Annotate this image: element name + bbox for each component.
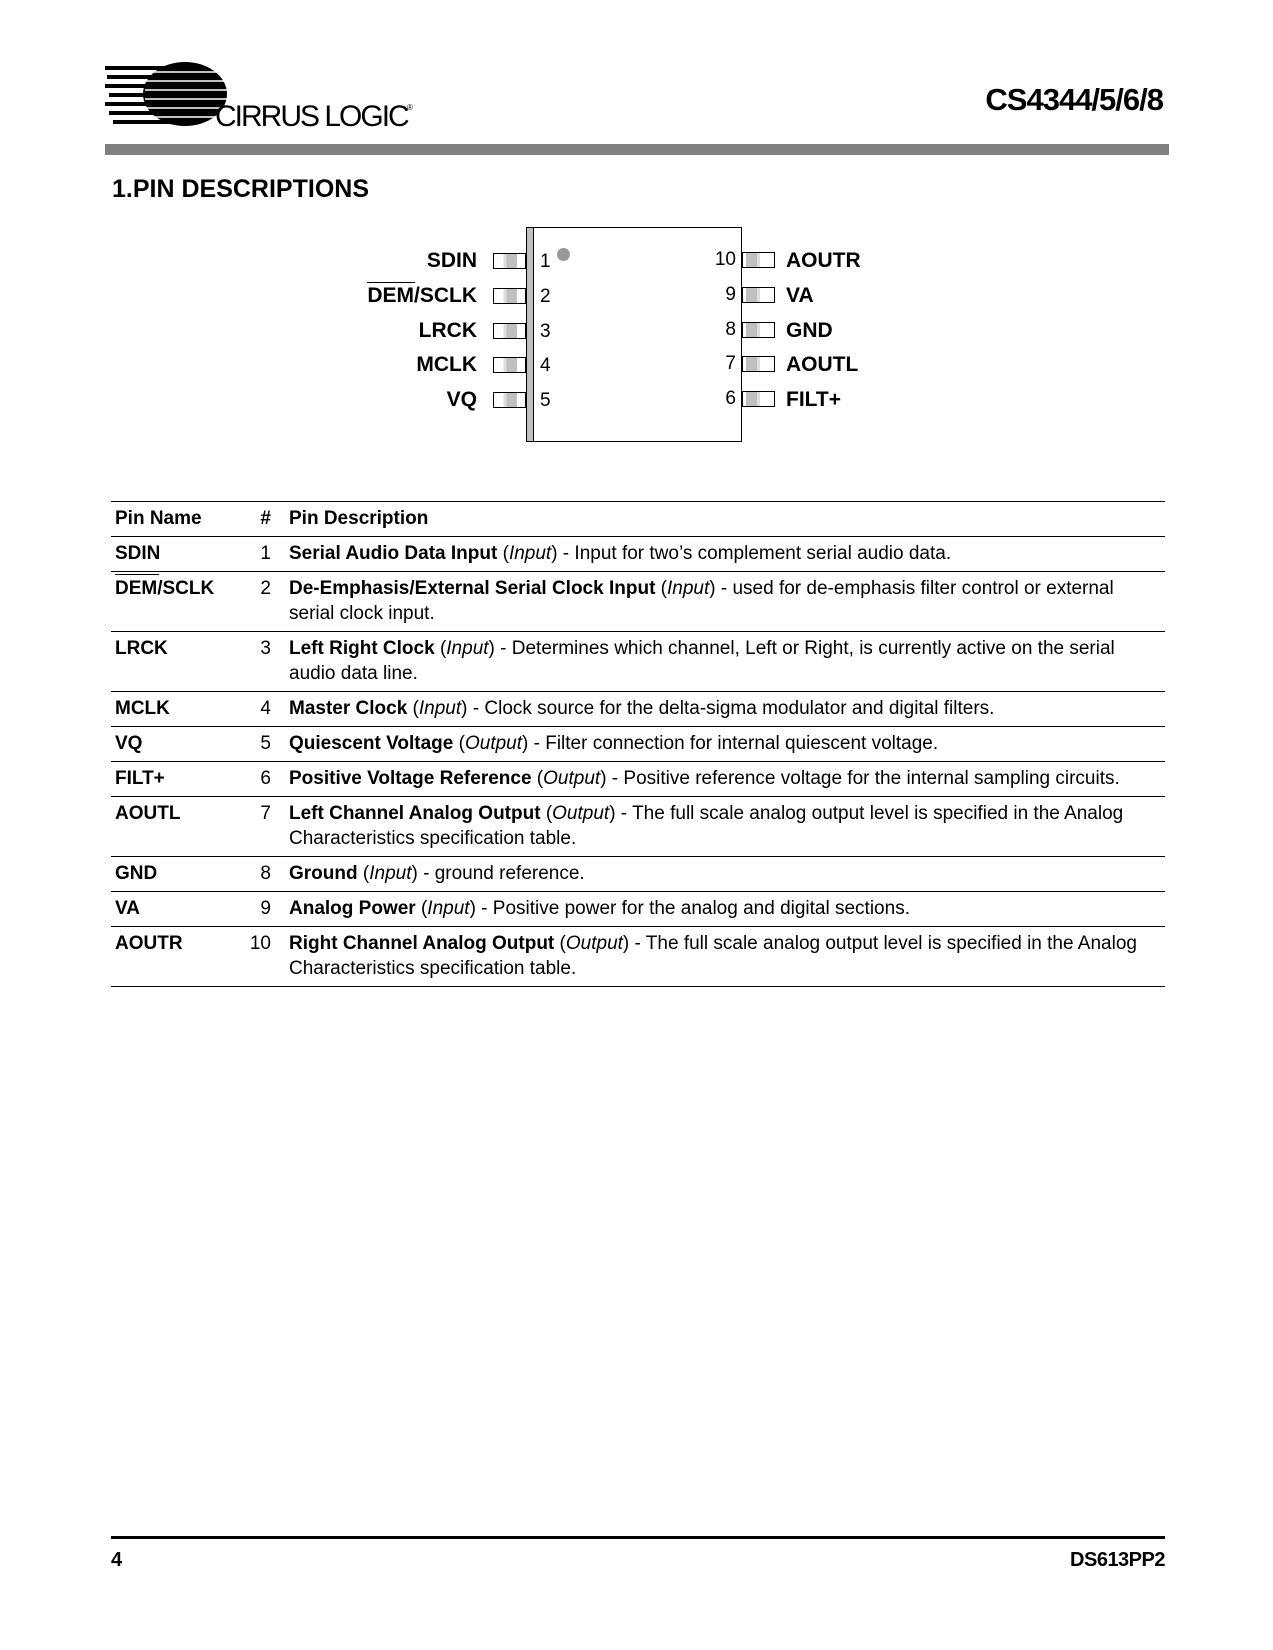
pin-title: Left Right Clock <box>289 638 435 659</box>
pin-description: Clock source for the delta-sigma modulator and digital filters. <box>484 698 995 719</box>
pin-description-cell: Analog Power (Input) - Positive power for the analog and digital sections. <box>289 898 910 919</box>
pin-name: MCLK <box>115 698 170 719</box>
pin-name-cell <box>111 632 237 692</box>
pin-name-cell <box>111 797 237 857</box>
pin-number: 3 <box>540 321 551 342</box>
pin-direction: Input <box>427 898 470 919</box>
pin-number-cell: 8 <box>260 863 271 884</box>
pin-description-cell: Quiescent Voltage (Output) - Filter connection for internal quiescent voltage. <box>289 733 939 754</box>
pin-direction: Input <box>667 578 710 599</box>
svg-text:®: ® <box>407 103 413 112</box>
pin-lead <box>742 322 775 338</box>
document-title: CS4344/5/6/8 <box>985 82 1163 117</box>
pin-number: 1 <box>540 251 551 272</box>
pin-number: 8 <box>725 319 736 340</box>
separator: - <box>475 898 493 919</box>
table-row <box>111 927 1165 987</box>
pin-name-cell <box>111 892 237 927</box>
separator: - <box>615 803 633 824</box>
pin-description-cell: Positive Voltage Reference (Output) - Positive reference voltage for the internal sampling circuits. <box>289 768 1120 789</box>
pin-name-cell <box>111 927 237 987</box>
pin-number: 10 <box>714 249 736 270</box>
pin-title: Left Channel Analog Output <box>289 803 541 824</box>
pin-number-cell: 7 <box>260 803 271 824</box>
pin-number-cell: 3 <box>260 638 271 659</box>
separator: - <box>629 933 646 954</box>
pin-direction: Output <box>464 733 523 754</box>
pin-description: ground reference. <box>434 863 585 884</box>
pin-title: Serial Audio Data Input <box>289 543 498 564</box>
header-rule <box>105 144 1169 155</box>
pin-description: Positive reference voltage for the internal sampling circuits. <box>623 768 1120 789</box>
pin-number: 5 <box>540 390 551 411</box>
pin-name: AOUTL <box>115 803 181 824</box>
pin-direction: Input <box>446 638 489 659</box>
pin-number-cell: 4 <box>260 698 271 719</box>
page-number: 4 <box>111 1549 123 1571</box>
table-row <box>111 727 1165 762</box>
pin-name-cell <box>111 727 237 762</box>
pin-label-lrck: LRCK <box>418 319 477 342</box>
separator: - <box>528 733 546 754</box>
pin-title: Quiescent Voltage <box>289 733 454 754</box>
pin-label-filt: FILT+ <box>786 388 842 411</box>
pin-name-cell <box>111 762 237 797</box>
chip-package <box>526 227 742 442</box>
pin-name: LRCK <box>115 638 168 659</box>
pin-label-dem-sclk: DEM/SCLK <box>367 284 477 307</box>
pin-description-cell: Ground (Input) - ground reference. <box>289 863 585 884</box>
pin-direction: Input <box>508 543 552 564</box>
pin-description-cell: Left Channel Analog Output (Output) - The full scale analog output level is specified in the Analog Characteristics specification table. <box>289 803 1124 849</box>
table-row <box>111 762 1165 797</box>
pin-description-table <box>111 501 1165 987</box>
pin-name-cell <box>111 857 237 892</box>
pin-description-cell: Left Right Clock (Input) - Determines which channel, Left or Right, is currently active on the serial audio data line. <box>289 638 1115 684</box>
pin-lead <box>742 356 775 372</box>
pin-description-cell: Right Channel Analog Output (Output) - The full scale analog output level is specified in the Analog Characteristics specification table. <box>289 933 1137 979</box>
pin-name: AOUTR <box>115 933 183 954</box>
pin-name-cell <box>111 572 237 632</box>
pin-name: VA <box>115 898 140 919</box>
pin-lead <box>493 253 526 269</box>
pin-number: 7 <box>725 353 736 374</box>
pin-direction: Output <box>565 933 623 954</box>
header-pin-name: Pin Name <box>115 508 202 529</box>
document-id: DS613PP2 <box>1070 1549 1165 1571</box>
header-pin-description: Pin Description <box>289 508 429 529</box>
pin-description: Filter connection for internal quiescent voltage. <box>545 733 939 754</box>
cirrus-logic-logo <box>105 60 435 140</box>
pin-lead <box>742 252 775 268</box>
pin-direction: Input <box>418 698 462 719</box>
pin-number: 4 <box>540 355 551 376</box>
separator: - <box>417 863 435 884</box>
pin-label-aoutr: AOUTR <box>786 249 861 272</box>
pin1-indicator-dot <box>557 248 570 261</box>
table-row <box>111 572 1165 632</box>
pin-description-cell: De-Emphasis/External Serial Clock Input (Input) - used for de-emphasis filter control or external serial clock input. <box>289 578 1114 624</box>
pin-title: Ground <box>289 863 358 884</box>
table-row <box>111 857 1165 892</box>
pin-description: Positive power for the analog and digital sections. <box>492 898 910 919</box>
section-heading: 1.PIN DESCRIPTIONS <box>112 175 369 203</box>
pin-number-cell: 9 <box>260 898 271 919</box>
header-number: # <box>260 508 271 529</box>
separator: - <box>557 543 575 564</box>
footer-rule <box>111 1536 1165 1539</box>
pin-title: De-Emphasis/External Serial Clock Input <box>289 578 656 599</box>
table-row <box>111 537 1165 572</box>
pin-name: SDIN <box>115 543 161 564</box>
pin-label-gnd: GND <box>786 319 833 342</box>
pin-description: The full scale analog output level is specified in the Analog Characteristics specification table. <box>289 933 1137 979</box>
pin-name-cell <box>111 692 237 727</box>
pin-direction: Output <box>552 803 610 824</box>
pin-title: Positive Voltage Reference <box>289 768 532 789</box>
pin-label-va: VA <box>786 284 814 307</box>
table-row <box>111 632 1165 692</box>
pin-description: used for de-emphasis filter control or external serial clock input. <box>289 578 1114 624</box>
pin-label-aoutl: AOUTL <box>786 353 859 376</box>
pin-number-cell: 6 <box>260 768 271 789</box>
pin-title: Master Clock <box>289 698 408 719</box>
pin-lead <box>742 287 775 303</box>
pin-label-mclk: MCLK <box>416 353 477 376</box>
pin-description: Determines which channel, Left or Right, is currently active on the serial audio data line. <box>289 638 1115 684</box>
pin-name: VQ <box>115 733 143 754</box>
pin-description-cell: Serial Audio Data Input (Input) - Input for two’s complement serial audio data. <box>289 543 952 564</box>
pin-description-cell: Master Clock (Input) - Clock source for the delta-sigma modulator and digital filters. <box>289 698 995 719</box>
pin-number: 9 <box>725 284 736 305</box>
pin-direction: Output <box>543 768 601 789</box>
pin-lead <box>742 391 775 407</box>
pin-description: The full scale analog output level is specified in the Analog Characteristics specification table. <box>289 803 1124 849</box>
svg-text:CIRRUS LOGIC: CIRRUS LOGIC <box>215 100 408 133</box>
pin-title: Analog Power <box>289 898 416 919</box>
pin-direction: Input <box>369 863 412 884</box>
table-row <box>111 892 1165 927</box>
table-row <box>111 797 1165 857</box>
separator: - <box>467 698 485 719</box>
separator: - <box>715 578 733 599</box>
pin-number-cell: 10 <box>249 933 271 954</box>
pin-label-sdin: SDIN <box>426 249 477 272</box>
pin-number: 2 <box>540 286 551 307</box>
pin-name: DEM/SCLK <box>115 578 215 599</box>
table-row <box>111 692 1165 727</box>
pin-name: FILT+ <box>115 768 165 789</box>
pin-lead <box>493 392 526 408</box>
pin-number: 6 <box>725 388 736 409</box>
pin-lead <box>493 323 526 339</box>
pin-description: Input for two’s complement serial audio data. <box>574 543 952 564</box>
pin-title: Right Channel Analog Output <box>289 933 555 954</box>
pin-name-cell <box>111 537 237 572</box>
separator: - <box>606 768 624 789</box>
pin-label-vq: VQ <box>446 388 477 411</box>
pin-number-cell: 2 <box>260 578 271 599</box>
pin-lead <box>493 288 526 304</box>
pin-name: GND <box>115 863 158 884</box>
separator: - <box>494 638 512 659</box>
pin-number-cell: 5 <box>260 733 271 754</box>
table-header-row <box>111 502 1165 537</box>
pin-number-cell: 1 <box>260 543 271 564</box>
pin-lead <box>493 357 526 373</box>
